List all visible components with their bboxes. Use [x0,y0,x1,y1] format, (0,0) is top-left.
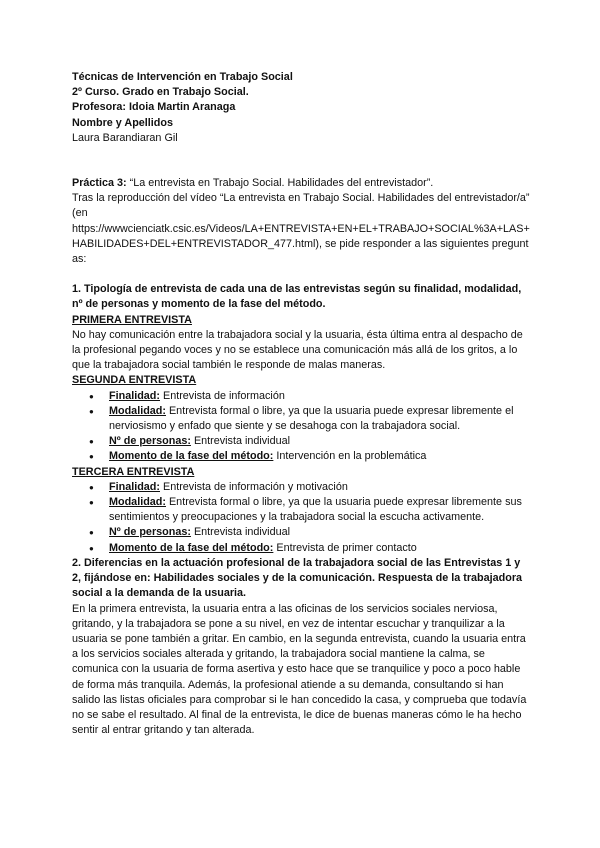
list-item [72,449,532,464]
third-interview-title: TERCERA ENTREVISTA [72,465,195,478]
second-interview-title: SEGUNDA ENTREVISTA [72,374,197,387]
list-item [72,541,532,556]
item-label: Nº de personas: [109,526,191,539]
professor: Profesora: Idoia Martin Aranaga [72,101,236,114]
item-label: Momento de la fase del método: [109,450,274,463]
list-item [72,389,532,404]
item-label: Modalidad: [109,404,166,417]
item-label: Finalidad: [109,480,160,493]
first-interview-text: No hay comunicación entre la trabajadora social y la usuaria, ésta última entra al despacho de la profesional pegando voces y no se establece una comunicación más allá de los gritos, a lo que la trabajadora social también le responde de malas maneras. [72,328,523,372]
intro-line: Tras la reproducción del vídeo “La entrevista en Trabajo Social. Habilidades del entrevistador/a” (en [72,192,530,220]
item-text: Entrevista formal o libre, ya que la usuaria puede expresar libremente sus sentimientos y preocupaciones y la trabajadora social la escucha activamente. [109,496,522,524]
question-1-heading: 1. Tipología de entrevista de cada una de las entrevistas según su finalidad, modalidad, nº de personas y momento de la fase del método. [72,283,522,311]
item-text: Entrevista individual [190,526,290,539]
question-2-heading: 2. Diferencias en la actuación profesional de la trabajadora social de las Entrevistas 1 y 2, fijándose en: Habilidades sociales y de la comunicación. Respuesta de la trabajadora social a la demanda de la usuaria. [72,556,523,600]
practice-title-text: “La entrevista en Trabajo Social. Habilidades del entrevistador”. [126,177,434,190]
course-title: Técnicas de Intervención en Trabajo Social [72,71,293,83]
item-text: Entrevista individual [190,435,290,448]
question-2-answer: En la primera entrevista, la usuaria entra a las oficinas de los servicios sociales nerviosa, gritando, y la trabajadora se pone a su nivel, en vez de intentar escuchar y tranquilizar a la usuaria se pone también a gritar. En cambio, en la segunda entrevista, cuando la usuaria entra a los servicios sociales alterada y gritando, la trabajadora social mantiene la calma, se comunica con la usuaria de forma asertiva y esto hace que se tranquilice y poco a poco hable de forma más tranquila. Además, la profesional atiende a su demanda, consultando si han salido las listas oficiales para comprobar si le han concedido la casa, y comprueba que todavía no se sabe el resultado. Al final de la entrevista, le dice de buenas maneras cómo le ha hecho sentir al entrar gritando y tan alterada. [72,602,527,737]
item-text: Entrevista de información y motivación [160,480,348,493]
item-text: Entrevista de información [160,389,285,402]
item-label: Finalidad: [109,389,160,402]
course-year: 2º Curso. Grado en Trabajo Social. [72,86,249,99]
second-interview-list [72,389,532,465]
practice-label: Práctica 3: [72,177,127,190]
list-item [72,434,532,449]
item-text: Intervención en la problemática [273,450,427,463]
item-text: Entrevista de primer contacto [273,541,417,554]
item-label: Nº de personas: [109,435,191,448]
practice-title [72,176,532,191]
document-page [72,70,532,738]
video-url: https://wwwcienciatk.csic.es/Videos/LA+ENTREVISTA+EN+EL+TRABAJO+SOCIAL%3A+LAS+HABILIDADES+DEL+ENTREVISTADOR_477.html), se pide responder a las siguientes preguntas: [72,222,530,266]
item-label: Modalidad: [109,496,166,509]
third-interview-list [72,480,532,556]
first-interview-title: PRIMERA ENTREVISTA [72,313,192,326]
list-item [72,525,532,540]
list-item [72,495,532,525]
author-name: Laura Barandiaran Gil [72,131,178,144]
list-item [72,404,532,434]
item-label: Momento de la fase del método: [109,541,274,554]
name-label: Nombre y Apellidos [72,116,173,129]
list-item [72,480,532,495]
item-text: Entrevista formal o libre, ya que la usuaria puede expresar libremente el nerviosismo y enfado que siente y se desahoga con la trabajadora social. [109,404,514,433]
